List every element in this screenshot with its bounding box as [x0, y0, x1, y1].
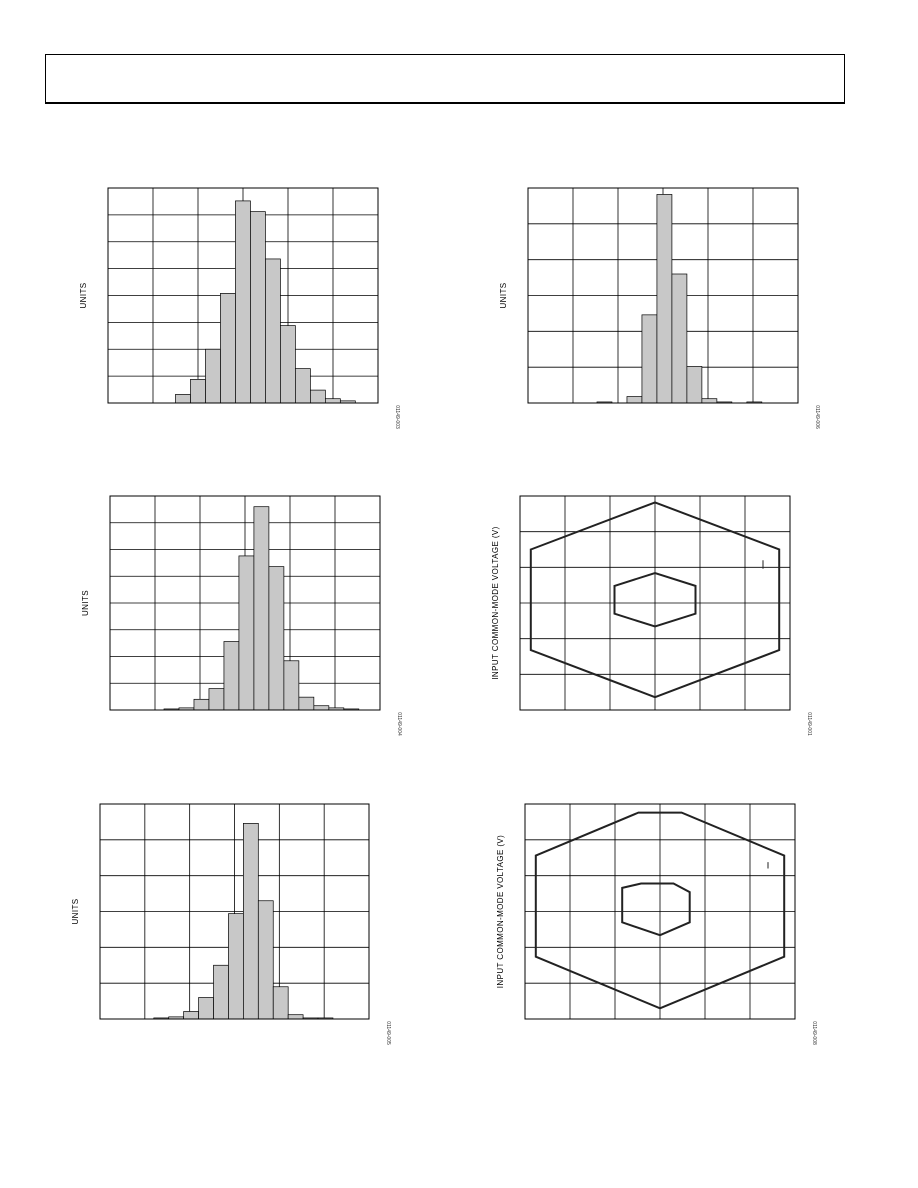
histogram-bar: [702, 399, 717, 403]
chart-bottom-left: [45, 793, 390, 1063]
histogram-bar: [627, 397, 642, 403]
y-axis-label: INPUT COMMON-MODE VOLTAGE (V): [491, 526, 500, 680]
histogram-bar: [310, 390, 325, 403]
chart-middle-left: [60, 485, 400, 755]
histogram-bar: [220, 293, 235, 403]
histogram-bar: [284, 661, 299, 710]
page-header-box: [45, 54, 845, 104]
histogram-bar: [258, 901, 273, 1019]
histogram-bar: [224, 642, 239, 710]
histogram-bar: [243, 823, 258, 1019]
histogram-bar: [176, 394, 191, 403]
chart-middle-right: [470, 485, 830, 755]
histogram-bar: [239, 556, 254, 710]
histogram-bar: [295, 369, 310, 403]
y-axis-label: INPUT COMMON-MODE VOLTAGE (V): [496, 834, 505, 989]
histogram-bar: [642, 315, 657, 403]
histogram-bar: [269, 567, 284, 710]
chart-top-left: [60, 175, 400, 445]
histogram-bar: [687, 366, 702, 403]
histogram-bar: [214, 965, 229, 1019]
histogram-bar: [205, 349, 220, 403]
figure-id: 01149-008: [811, 1021, 817, 1045]
figure-id: 01149-003: [394, 405, 400, 429]
histogram-bar: [314, 706, 329, 710]
grid: [520, 496, 790, 710]
histogram-bar: [299, 697, 314, 710]
histogram-bar: [250, 212, 265, 403]
grid: [525, 804, 795, 1019]
histogram-bar: [280, 326, 295, 403]
histogram-bar: [254, 507, 269, 710]
histogram-bar: [209, 689, 224, 710]
histogram-bar: [672, 274, 687, 403]
y-axis-label: UNITS: [71, 898, 80, 925]
histogram-bar: [288, 1015, 303, 1019]
histogram-bar: [235, 201, 250, 403]
y-axis-label: UNITS: [79, 282, 88, 309]
inner-boundary-line: [622, 884, 690, 936]
figure-id: 01149-001: [806, 712, 812, 736]
figure-id: 01149-006: [814, 405, 820, 429]
histogram-bar: [184, 1011, 199, 1019]
histogram-bar: [657, 194, 672, 403]
chart-top-right: [470, 175, 830, 445]
histogram-bar: [325, 399, 340, 403]
figure-id: 01149-004: [396, 712, 402, 736]
y-axis-label: UNITS: [499, 282, 508, 309]
histogram-bar: [190, 379, 205, 403]
chart-bottom-right: [470, 793, 830, 1063]
histogram-bar: [228, 914, 243, 1019]
histogram-bar: [194, 699, 209, 710]
y-axis-label: UNITS: [81, 590, 90, 616]
histogram-bar: [199, 998, 214, 1020]
histogram-bar: [265, 259, 280, 403]
figure-id: 01149-005: [385, 1021, 391, 1045]
histogram-bar: [273, 987, 288, 1019]
